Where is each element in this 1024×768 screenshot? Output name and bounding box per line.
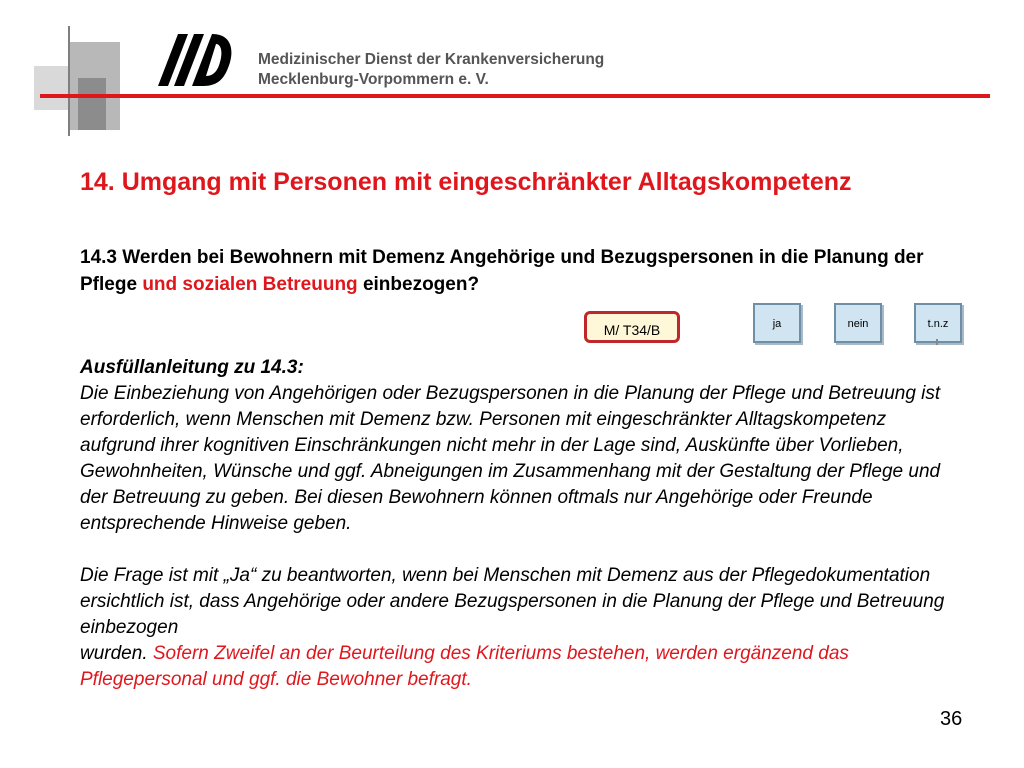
decor-vertical-line xyxy=(68,26,70,136)
page-title: 14. Umgang mit Personen mit eingeschränkter Alltagskompetenz xyxy=(80,168,852,196)
organization-name xyxy=(258,50,604,90)
mdk-logo xyxy=(148,30,232,88)
instructions-paragraph-2-red: Sofern Zweifel an der Beurteilung des Kriteriums bestehen, werden ergänzend das Pflegepersonal und ggf. die Bewohner befragt. xyxy=(80,643,849,690)
paragraph-gap xyxy=(80,537,960,563)
instructions-paragraph-2-end xyxy=(80,641,960,693)
criterion-code-box: M/ T34/B xyxy=(584,311,680,343)
question-part-red: und sozialen Betreuung xyxy=(142,274,358,295)
page-number: 36 xyxy=(940,708,963,730)
answer-tnz-box[interactable]: t.n.z xyxy=(914,303,962,343)
instructions-paragraph-1: Die Einbeziehung von Angehörigen oder Bezugspersonen in die Planung der Pflege und Betreuung ist erforderlich, wenn Menschen mit Demenz bzw. Personen mit eingeschränkter Alltagskompetenz aufgrund ihrer kognitiven Einschränkungen nicht mehr in der Lage sind, Auskünfte über Vorlieben, Gewohnheiten, Wünsche und ggf. Abneigungen im Zusammenhang mit der Gestaltung der Pflege und der Betreuung zu geben. Bei diesen Bewohnern können oftmals nur Angehörige oder Freunde entsprechende Hinweise geben. xyxy=(80,383,941,534)
instructions-paragraph-2-start: wurden. xyxy=(80,643,153,664)
decor-square-dark xyxy=(78,78,106,130)
instructions-heading: Ausfüllanleitung zu 14.3: xyxy=(80,357,304,378)
organization-line-2: Mecklenburg-Vorpommern e. V. xyxy=(258,71,489,88)
answer-ja-box[interactable]: ja xyxy=(753,303,801,343)
instructions-paragraph-2: Die Frage ist mit „Ja“ zu beantworten, wenn bei Menschen mit Demenz aus der Pflegedokumentation ersichtlich ist, dass Angehörige oder andere Bezugspersonen in die Planung der Pflege und Betreuung einbezogen xyxy=(80,565,945,638)
instructions xyxy=(80,355,960,693)
question-text xyxy=(80,244,960,298)
question-part-1: 14.3 Werden bei Bewohnern mit Demenz Angehörige und Bezugspersonen in die Planung der Pflege xyxy=(80,247,924,295)
question-part-3: einbezogen? xyxy=(357,274,480,295)
answer-nein-box[interactable]: nein xyxy=(834,303,882,343)
header-red-rule xyxy=(40,94,990,98)
organization-line-1: Medizinischer Dienst der Krankenversicherung xyxy=(258,51,605,68)
decor-tick xyxy=(936,339,938,345)
